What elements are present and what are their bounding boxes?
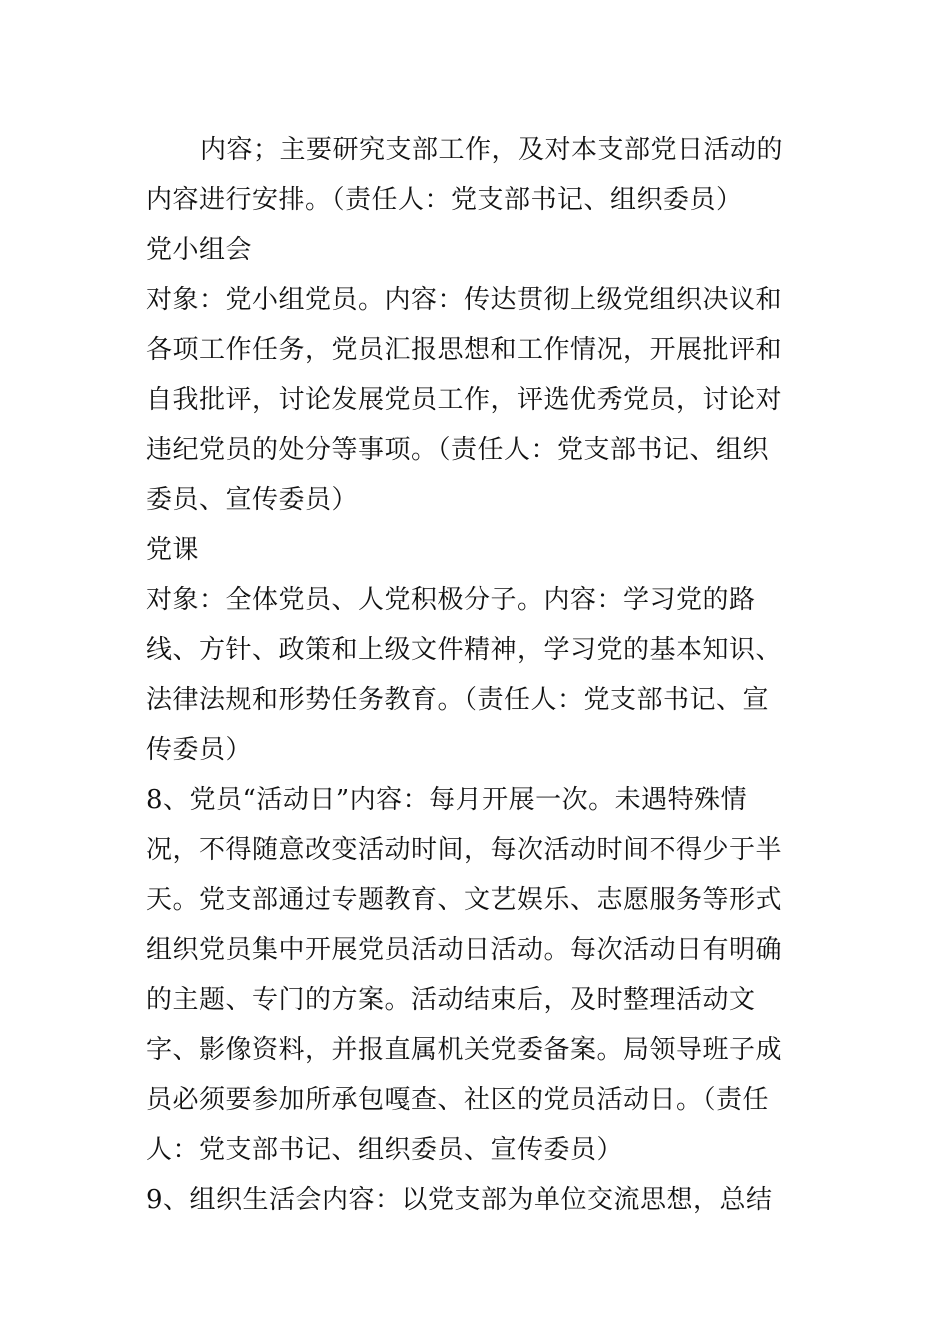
text-line: 法律法规和形势任务教育。（责任人：党支部书记、宣 [146,685,770,715]
text-line: 况，不得随意改变活动时间，每次活动时间不得少于半 [146,835,783,865]
text-line: 违纪党员的处分等事项。（责任人：党支部书记、组织 [146,435,770,465]
text-line: 传委员） [146,735,253,765]
text-line: 各项工作任务，党员汇报思想和工作情况，开展批评和 [146,335,783,365]
text-line: 对象：全体党员、人党积极分子。内容：学习党的路 [146,585,756,615]
text-line: 内容；主要研究支部工作，及对本支部党日活动的 [200,135,784,165]
text-line: 组织党员集中开展党员活动日活动。每次活动日有明确 [146,935,783,965]
text-line: 自我批评，讨论发展党员工作，评选优秀党员，讨论对 [146,385,783,415]
section-heading: 党课 [146,535,200,565]
text-line: 字、影像资料，并报直属机关党委备案。局领导班子成 [146,1035,783,1065]
text-line: 天。党支部通过专题教育、文艺娱乐、志愿服务等形式 [146,885,783,915]
text-line: 委员、宣传委员） [146,485,359,515]
text-line: 8、党员“活动日”内容：每月开展一次。未遇特殊情 [146,785,748,815]
text-line: 员必须要参加所承包嘎查、社区的党员活动日。（责任 [146,1085,770,1115]
text-line: 对象：党小组党员。内容：传达贯彻上级党组织决议和 [146,285,783,315]
section-heading: 党小组会 [146,235,253,265]
text-line: 线、方针、政策和上级文件精神，学习党的基本知识、 [146,635,783,665]
text-line: 9、组织生活会内容：以党支部为单位交流思想，总结 [146,1185,773,1215]
text-line: 内容进行安排。（责任人：党支部书记、组织委员） [146,185,743,215]
text-line: 人：党支部书记、组织委员、宣传委员） [146,1135,624,1165]
text-line: 的主题、专门的方案。活动结束后，及时整理活动文 [146,985,756,1015]
